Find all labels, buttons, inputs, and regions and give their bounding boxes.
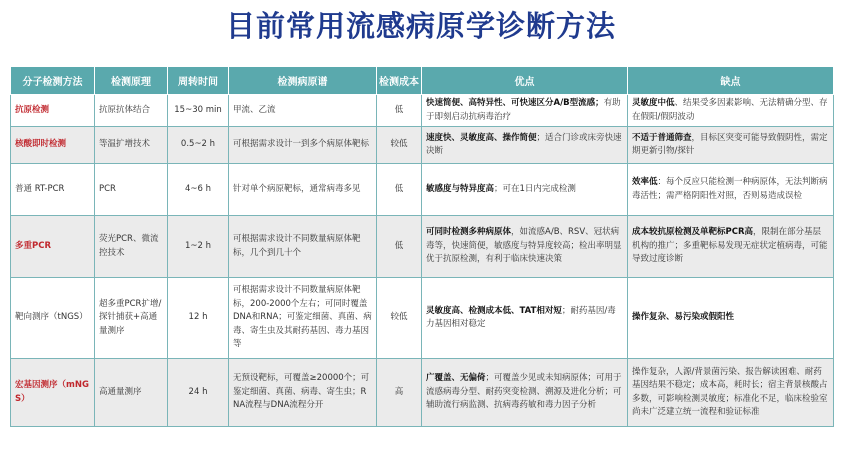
pros-text: ；可在1日内完成检测 — [494, 183, 576, 194]
pros-highlight: 敏感度与特异度高 — [426, 183, 495, 194]
cell-pros — [422, 359, 628, 427]
cons-highlight: 成本较抗原检测及单靶标PCR高 — [632, 227, 754, 238]
cell-cons — [628, 278, 834, 359]
table-row — [11, 216, 834, 278]
cell-method: 靶向测序（tNGS） — [11, 278, 95, 359]
header-tat: 周转时间 — [168, 67, 229, 95]
cell-tat: 1~2 h — [168, 216, 229, 278]
diagnosis-methods-table — [10, 66, 834, 427]
header-cons: 缺点 — [628, 67, 834, 95]
header-method: 分子检测方法 — [11, 67, 95, 95]
header-principle: 检测原理 — [95, 67, 168, 95]
cell-method: 宏基因测序（mNGS） — [11, 359, 95, 427]
cell-tat: 15~30 min — [168, 95, 229, 127]
page-title: 目前常用流感病原学诊断方法 — [225, 9, 616, 43]
cons-highlight: 不适于普通筛查 — [632, 132, 692, 143]
cell-cons — [628, 216, 834, 278]
cell-principle: 荧光PCR、微流控技术 — [95, 216, 168, 278]
cell-tat: 0.5~2 h — [168, 127, 229, 164]
cell-tat: 12 h — [168, 278, 229, 359]
cell-cons — [628, 164, 834, 216]
cell-principle: 超多重PCR扩增/探针捕获+高通量测序 — [95, 278, 168, 359]
pros-highlight: 可同时检测多种病原体 — [426, 227, 512, 238]
header-cost: 检测成本 — [377, 67, 422, 95]
cell-pros — [422, 127, 628, 164]
cell-spectrum: 无预设靶标，可覆盖≥20000个；可鉴定细菌、真菌、病毒、寄生虫；RNA流程与DNA流程分开 — [229, 359, 377, 427]
cell-cons — [628, 359, 834, 427]
pros-text: 有助于即刻启动抗病毒治疗 — [426, 98, 621, 122]
pros-text: ，如流感A/B、RSV、冠状病毒等，快速简便，敏感度与特异度较高；检出率明显优于抗原检测，有利于临床快速决策 — [426, 227, 622, 265]
table-row — [11, 127, 834, 164]
cons-highlight: 效率低 — [632, 177, 658, 187]
pros-text: ；适合门诊或床旁快速决断 — [426, 132, 622, 156]
cell-pros — [422, 216, 628, 278]
cell-spectrum: 甲流、乙流 — [229, 95, 377, 127]
cons-text: ，目标区突变可能导致假阴性，需定期更新引物/探针 — [632, 132, 828, 156]
header-row — [11, 67, 834, 95]
table-row — [11, 359, 834, 427]
cell-method: 核酸即时检测 — [11, 127, 95, 164]
cell-cons — [628, 95, 834, 127]
pros-text: ；耐药基因/毒力基因相对稳定 — [426, 305, 616, 329]
pros-highlight: 快速简便、高特异性、可快速区分A/B型流感； — [426, 98, 604, 108]
cell-cons — [628, 127, 834, 164]
cons-text: ，限制在部分基层机构的推广；多重靶标易发现无症状定植病毒，可能导致过度诊断 — [632, 227, 828, 265]
cell-cost: 低 — [377, 95, 422, 127]
cell-principle: PCR — [95, 164, 168, 216]
cell-principle: 高通量测序 — [95, 359, 168, 427]
header-spectrum: 检测病原谱 — [229, 67, 377, 95]
cell-pros — [422, 278, 628, 359]
cons-text: 、结果受多因素影响、无法精确分型、存在假阳/假阴波动 — [632, 98, 828, 122]
table-row — [11, 164, 834, 216]
cell-cost: 低 — [377, 164, 422, 216]
header-pros: 优点 — [422, 67, 628, 95]
cell-spectrum: 针对单个病原靶标，通常病毒多见 — [229, 164, 377, 216]
pros-highlight: 灵敏度高、检测成本低、TAT相对短 — [426, 305, 562, 316]
cons-text: ：每个反应只能检测一种病原体，无法判断病毒活性；需严格阴阳性对照，否则易造成误检 — [632, 177, 828, 201]
cell-principle: 抗原抗体结合 — [95, 95, 168, 127]
pros-highlight: 速度快、灵敏度高、操作简便 — [426, 132, 537, 143]
cell-pros — [422, 164, 628, 216]
cell-method: 抗原检测 — [11, 95, 95, 127]
cell-spectrum: 可根据需求设计不同数量病原体靶标，200-2000个左右；可同时覆盖DNA和RNA；可鉴定细菌、真菌、病毒、寄生虫及其耐药基因、毒力基因等 — [229, 278, 377, 359]
cons-text: 操作复杂，人源/背景菌污染、报告解读困难、耐药基因结果不稳定；成本高，耗时长；宿主背景核酸占多数，可影响检测灵敏度；标准化不足，临床检验室尚未广泛建立统一流程和验证标准 — [632, 366, 828, 417]
cell-cost: 高 — [377, 359, 422, 427]
cons-highlight: 操作复杂、易污染或假阳性 — [632, 312, 735, 323]
cell-method: 普通 RT-PCR — [11, 164, 95, 216]
table-row — [11, 278, 834, 359]
pros-highlight: 广覆盖、无偏倚 — [426, 373, 486, 384]
cell-cost: 低 — [377, 216, 422, 278]
cell-spectrum: 可根据需求设计一到多个病原体靶标 — [229, 127, 377, 164]
cell-spectrum: 可根据需求设计不同数量病原体靶标，几个到几十个 — [229, 216, 377, 278]
cell-principle: 等温扩增技术 — [95, 127, 168, 164]
cell-cost: 较低 — [377, 127, 422, 164]
cell-pros — [422, 95, 628, 127]
table-row — [11, 95, 834, 127]
pros-text: ；可覆盖少见或未知病原体；可用于流感病毒分型、耐药突变检测、溯源及进化分析；可辅助流行病监测、抗病毒药敏和毒力因子分析 — [426, 373, 622, 411]
cell-method: 多重PCR — [11, 216, 95, 278]
cell-tat: 24 h — [168, 359, 229, 427]
cell-tat: 4~6 h — [168, 164, 229, 216]
cons-highlight: 灵敏度中低 — [632, 98, 675, 108]
cell-cost: 较低 — [377, 278, 422, 359]
